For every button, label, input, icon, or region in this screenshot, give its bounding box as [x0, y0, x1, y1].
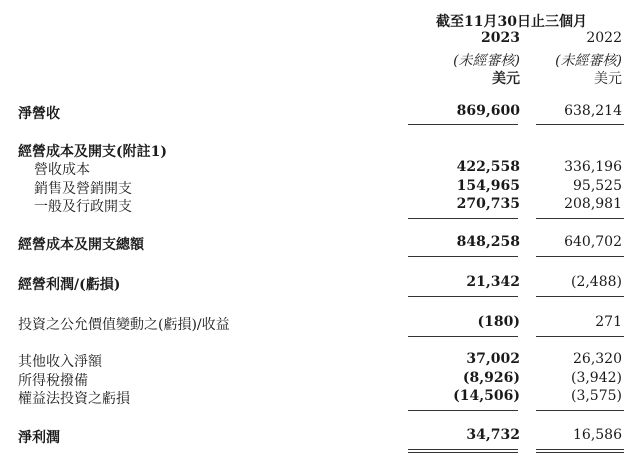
row-net-profit-2023: 34,732 — [466, 427, 520, 443]
rule-opex-total-2023 — [408, 256, 518, 257]
rule-admin-2022 — [536, 218, 624, 219]
rule-revenue-2022 — [536, 124, 624, 125]
rule-equity-2022 — [536, 410, 624, 411]
row-equity-loss-2023: (14,506) — [453, 388, 520, 404]
row-selling-label: 銷售及營銷開支 — [34, 181, 132, 197]
row-selling-2022: 95,525 — [573, 178, 622, 194]
row-other-income-2022: 26,320 — [573, 351, 622, 367]
row-tax-2022: (3,942) — [570, 370, 622, 386]
row-other-income-label: 其他收入淨額 — [18, 354, 102, 370]
row-selling-2023: 154,965 — [456, 178, 520, 194]
double-rule-bottom-2023 — [408, 452, 518, 453]
rule-op-profit-2022 — [536, 296, 624, 297]
row-admin-2023: 270,735 — [456, 196, 520, 212]
row-cost-of-revenue-2023: 422,558 — [456, 159, 520, 175]
row-revenue-2023: 869,600 — [456, 103, 520, 119]
col-2022-year: 2022 — [586, 30, 622, 46]
col-2022-status: (未經審核) — [555, 53, 622, 69]
row-equity-loss-2022: (3,575) — [570, 388, 622, 404]
col-2023-unit: 美元 — [492, 71, 520, 87]
row-fair-value-change-label: 投資之公允價值變動之(虧損)/收益 — [18, 317, 230, 333]
row-opex-heading: 經營成本及開支(附註1) — [18, 144, 167, 160]
col-2023-year: 2023 — [481, 30, 520, 46]
row-admin-2022: 208,981 — [564, 196, 622, 212]
double-rule-top-2023 — [408, 449, 518, 450]
rule-revenue-2023 — [408, 124, 518, 125]
period-header: 截至11月30日止三個月 — [436, 14, 587, 30]
row-cost-of-revenue-label: 營收成本 — [34, 162, 90, 178]
row-net-profit-2022: 16,586 — [573, 427, 622, 443]
row-operating-profit-2023: 21,342 — [466, 274, 520, 290]
row-fair-value-change-2023: (180) — [477, 314, 520, 330]
row-tax-2023: (8,926) — [462, 370, 520, 386]
rule-admin-2023 — [408, 218, 518, 219]
row-opex-total-2022: 640,702 — [564, 234, 622, 250]
row-cost-of-revenue-2022: 336,196 — [564, 159, 622, 175]
row-admin-label: 一般及行政開支 — [34, 199, 132, 215]
row-opex-total-2023: 848,258 — [456, 234, 520, 250]
row-revenue-label: 淨營收 — [18, 106, 60, 122]
row-equity-loss-label: 權益法投資之虧損 — [18, 391, 130, 407]
rule-equity-2023 — [408, 410, 518, 411]
row-fair-value-change-2022: 271 — [595, 314, 622, 330]
double-rule-bottom-2022 — [536, 452, 624, 453]
col-2022-unit: 美元 — [594, 71, 622, 87]
row-operating-profit-label: 經營利潤/(虧損) — [18, 277, 121, 293]
row-opex-total-label: 經營成本及開支總額 — [18, 237, 144, 253]
col-2023-status: (未經審核) — [453, 53, 520, 69]
row-tax-label: 所得稅撥備 — [18, 373, 88, 389]
rule-op-profit-2023 — [408, 296, 518, 297]
double-rule-top-2022 — [536, 449, 624, 450]
row-other-income-2023: 37,002 — [466, 351, 520, 367]
rule-fv-2023 — [408, 336, 518, 337]
row-net-profit-label: 淨利潤 — [18, 430, 60, 446]
rule-opex-total-2022 — [536, 256, 624, 257]
row-revenue-2022: 638,214 — [564, 103, 622, 119]
row-operating-profit-2022: (2,488) — [570, 274, 622, 290]
rule-fv-2022 — [536, 336, 624, 337]
